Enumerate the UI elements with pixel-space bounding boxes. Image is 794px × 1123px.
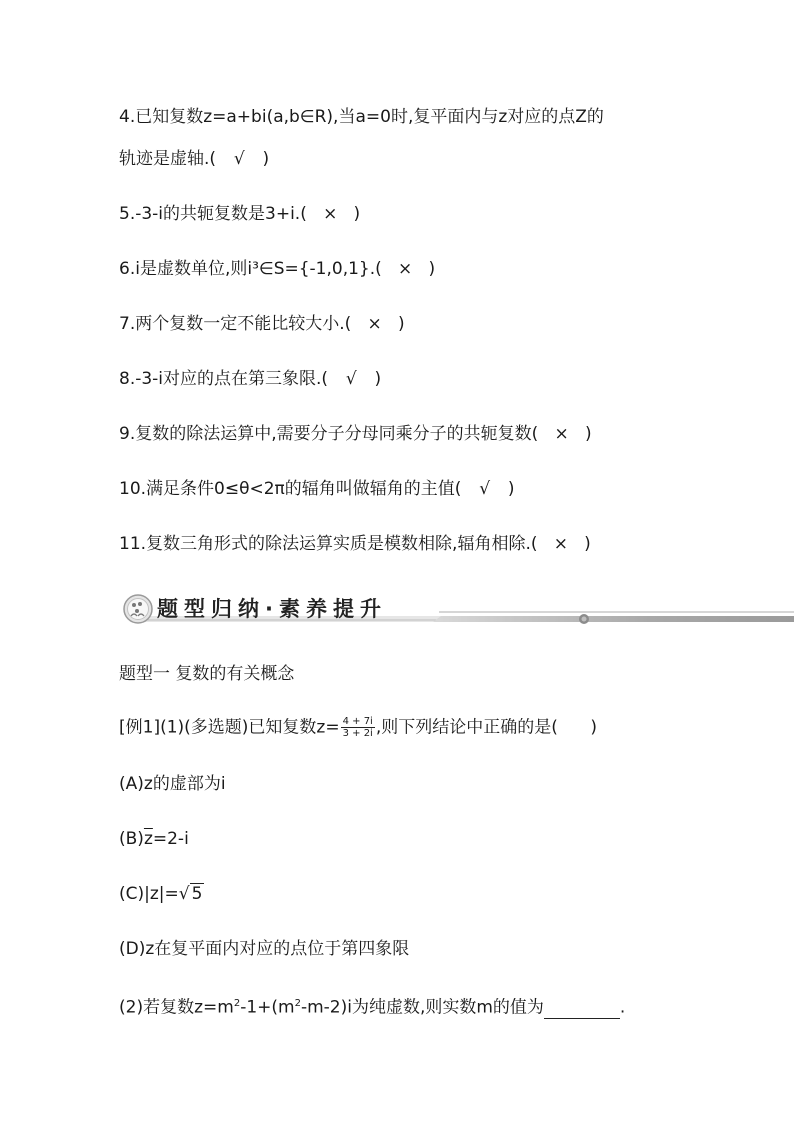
cross-mark: × bbox=[398, 259, 413, 279]
check-mark: √ bbox=[345, 369, 357, 389]
answer-blank bbox=[544, 1002, 620, 1019]
fraction: $\frac{4 + 7i}{3 + 2i}$ bbox=[342, 716, 373, 739]
people-icon bbox=[123, 594, 153, 624]
option-b: $(B)\overline{z}=2-i$ bbox=[119, 829, 189, 849]
option-d: (D)z在复平面内对应的点位于第四象限 bbox=[119, 939, 410, 959]
item-7: 7.两个复数一定不能比较大小.( × ) bbox=[119, 314, 405, 334]
cross-mark: × bbox=[323, 204, 338, 224]
option-c: (C)|z|=√ 5 bbox=[119, 884, 203, 904]
example-1: [例1](1)(多选题)已知复数z= $\frac{4 + 7i}{3 + 2i}$ ,则下列结论中正确的是( ) bbox=[119, 716, 597, 739]
section-title: 题型一 复数的有关概念 bbox=[119, 664, 295, 684]
option-a: (A)z的虚部为i bbox=[119, 774, 226, 794]
item-8: 8.-3-i对应的点在第三象限.( √ ) bbox=[119, 369, 382, 389]
check-mark: √ bbox=[233, 149, 245, 169]
conjugate-z: $\overline{z}$ bbox=[143, 829, 153, 849]
item-6: 6.i是虚数单位,则i³∈S={-1,0,1}.( × ) bbox=[119, 259, 436, 279]
check-mark: √ bbox=[479, 479, 491, 499]
cross-mark: × bbox=[554, 424, 569, 444]
item-11: 11.复数三角形式的除法运算实质是模数相除,辐角相除.( × ) bbox=[119, 534, 591, 554]
item-10: 10.满足条件0≤θ<2π的辐角叫做辐角的主值( √ ) bbox=[119, 479, 515, 499]
banner-title: 题型归纳·素养提升 bbox=[157, 597, 387, 621]
cross-mark: × bbox=[367, 314, 382, 334]
part-2: (2)若复数$z=m^2-1+(m^2-m-2)i$为纯虚数,则实数m的值为 . bbox=[119, 997, 626, 1018]
item-4-line-2: 轨迹是虚轴.( √ ) bbox=[119, 149, 270, 169]
section-banner bbox=[121, 592, 794, 632]
item-5: 5.-3-i的共轭复数是3+i.( × ) bbox=[119, 204, 361, 224]
sqrt-symbol: √ 5 bbox=[178, 884, 203, 904]
cross-mark: × bbox=[553, 534, 568, 554]
item-9: 9.复数的除法运算中,需要分子分母同乘分子的共轭复数( × ) bbox=[119, 424, 592, 444]
item-4-line-1: 4.已知复数z=a+bi(a,b∈R),当a=0时,复平面内与z对应的点Z的 bbox=[119, 107, 604, 127]
